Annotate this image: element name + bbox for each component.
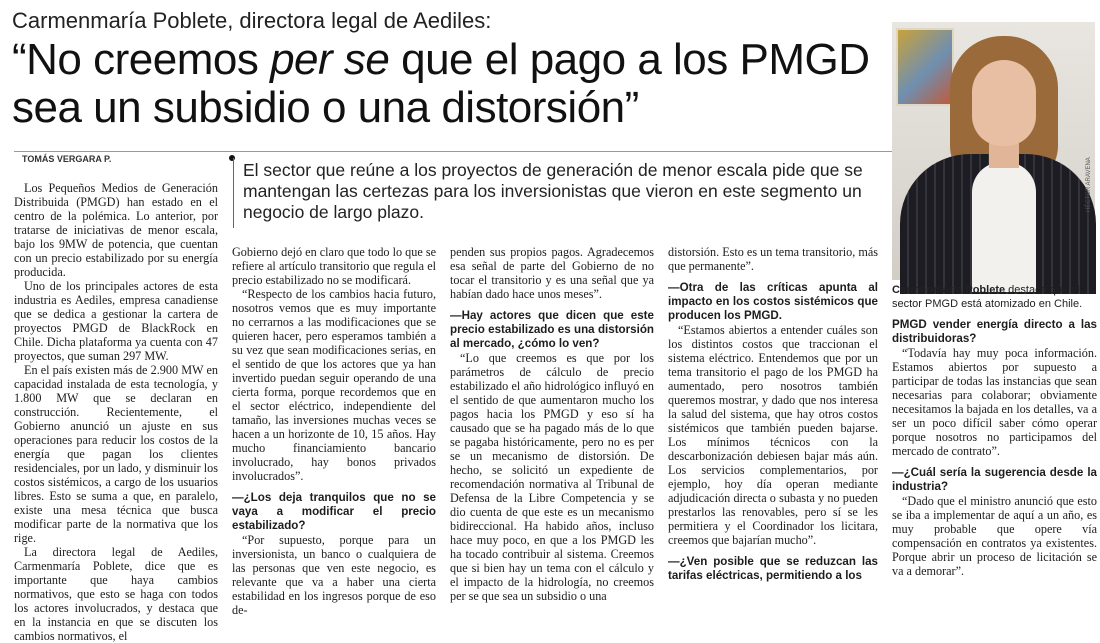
column-5 [892,318,1097,586]
paragraph: “Por supuesto, porque para un inversionista, un banco o cualquiera de las personas que ven este negocio, es relevante que va a haber una cierta estabilidad en los ingresos porque de eso de- [232,533,436,617]
interview-question: PMGD vender energía directo a las distribuidoras? [892,318,1097,345]
interview-question: —Hay actores que dicen que este precio estabilizado es una distorsión al mercado, ¿cómo lo ven? [450,309,654,350]
paragraph: Los Pequeños Medios de Generación Distribuida (PMGD) han estado en el centro de la polémica. Lo anterior, por tratarse de iniciativas de menor escala, bajo los 9MW de potencia, que cuentan con un precio estabilizado por su energía producida. [14,181,218,279]
photo-credit: HÉCTOR ARAVENA [1086,157,1092,212]
paragraph: “Lo que creemos es que por los parámetros de cálculo de precio estabilizado el año hidrológico influyó en el sentido de que aumentaron mucho los pagos hacia los PMGD y eso sí ha causado que se ha pagado más de lo que se pagaba históricamente, pero no es per se un mecanismo de distorsión. De hecho, se solicitó un expediente de recomendación normativa al Tribunal de Defensa de la Libre Competencia y se dio cuenta de que este es un mecanismo bidireccional. Ha habido años, incluso hace muy poco, en que a los PMGD les ha tocado contribuir al sistema. Creemos que si bien hay un tema con el cálculo y el impacto de la hidrología, no creemos per se que sea un subsidio o una [450,351,654,603]
photo-caption [892,283,1097,311]
interview-question: —¿Ven posible que se reduzcan las tarifas eléctricas, permitiendo a los [668,555,878,582]
paragraph: Uno de los principales actores de esta industria es Aediles, empresa canadiense que se dedica a gestionar la cartera de proyectos PMGD de BlackRock en Chile. Dicha plataforma ya cuenta con 47 proyectos, que suman 297 MW. [14,279,218,363]
paragraph: En el país existen más de 2.900 MW en capacidad instalada de esta tecnología, y 1.800 MW que se declaran en construcción. Recientemente, el Gobierno anunció un ajuste en sus operaciones para reducir los costos de la energía que pagan los clientes residenciales, por un lado, y disminuir los costos sistémicos, a cargo de los usuarios libres. Esto se suma a que, en paralelo, existe una mesa técnica que busca modificar parte de la normativa que los rige. [14,363,218,545]
paragraph: La directora legal de Aediles, Carmenmaría Poblete, dice que es importante que haya cambios normativos, que esto se haga con todos los actores involucrados, y destaca que en la instancia en que se discuten los cambios normativos, el [14,545,218,643]
interview-question: —¿Los deja tranquilos que no se vaya a modificar el precio estabilizado? [232,491,436,532]
lead-paragraph: El sector que reúne a los proyectos de generación de menor escala pide que se mantengan las certezas para los inversionistas que vieron en este segmento un negocio de largo plazo. [243,160,863,222]
portrait-face [972,60,1036,146]
paragraph: penden sus propios pagos. Agradecemos esa señal de parte del Gobierno de no tocar el transitorio y es una señal que ya habían dado hace unos meses”. [450,245,654,301]
portrait-photo [892,22,1095,280]
kicker: Carmenmaría Poblete, directora legal de Aediles: [12,8,492,33]
interview-question: —Otra de las críticas apunta al impacto en los costos sistémicos que producen los PMGD. [668,281,878,322]
paragraph: “Todavía hay muy poca información. Estamos abiertos por supuesto a participar de todas las instancias que sean necesarias para colaborar; obviamente necesitamos la bajada en los detalles, va a ser un poco difícil saber cómo operar porque nosotros no participamos del mercado de contrato”. [892,346,1097,458]
column-2 [232,245,436,617]
headline-part-2: que el pago a los PMGD sea un subsidio o una distorsión” [12,35,870,132]
portrait-shirt [972,162,1036,292]
headline [12,36,882,132]
byline: TOMÁS VERGARA P. [22,154,112,164]
column-3 [450,245,654,603]
paragraph: “Estamos abiertos a entender cuáles son los distintos costos que traccionan el sistema eléctrico. Entendemos que por un tema transitorio el pago de los PMGD ha aumentado, pero nosotros también queremos mostrar, y dado que nos interesa la salud del sistema, que hay otros costos sistémicos que también pueden bajarse. Los mínimos técnicos con la descarbonización debiesen bajar más aún. Los servicios complementarios, por ejemplo, hoy día operan mediante adjudicación directa o subasta y no pueden prestarlos las renovables, pero sí se les permitiera y el Coordinador los licitara, creemos que bajarían mucho”. [668,323,878,547]
paragraph: “Dado que el ministro anunció que esto se iba a implementar de aquí a un año, es muy probable que opere vía compensación en contratos ya existentes. Porque abrir un proceso de licitación se va a demorar”. [892,494,1097,578]
headline-italic: per se [270,35,390,84]
caption-text: destaca que el sector PMGD está atomizado en Chile. [892,284,1083,310]
caption-name: Carmenmaría Poblete [892,284,1006,296]
paragraph: distorsión. Esto es un tema transitorio, más que permanente”. [668,245,878,273]
headline-part-1: “No creemos [12,35,271,84]
column-4 [668,245,878,586]
column-1 [14,181,218,643]
interview-question: —¿Cuál sería la sugerencia desde la industria? [892,466,1097,493]
paragraph: Gobierno dejó en claro que todo lo que se refiere al artículo transitorio que regula el precio estabilizado no se modificará. [232,245,436,287]
lead-divider [233,158,234,228]
wall-painting [896,28,954,106]
lead-bullet-icon [229,155,235,161]
top-rule [14,151,894,152]
paragraph: “Respecto de los cambios hacia futuro, nosotros vemos que es muy importante no cerrarnos a las modificaciones que se quieren hacer, pero esperamos también a su vez que sean modificaciones serias, en el sentido de que los actores que ya han invertido puedan seguir operando de una cierta forma, porque recordemos que en el sector eléctrico, independiente del tamaño, las inversiones muchas veces se hacen a un horizonte de 10, 15 años. Hay mucho financiamiento bancario involucrado, hay bonos privados involucrados”. [232,287,436,483]
